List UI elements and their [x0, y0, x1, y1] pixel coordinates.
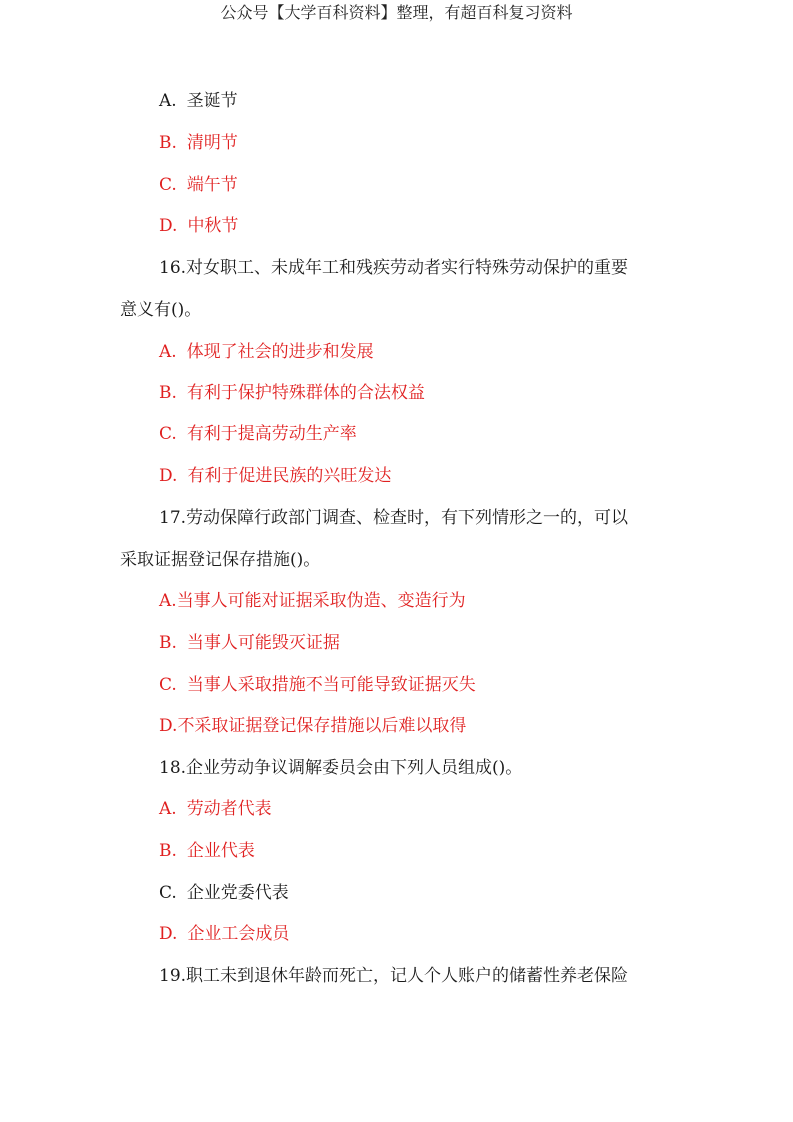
option-text: 有利于提高劳动生产率 — [186, 424, 357, 444]
q18-option-d — [159, 922, 719, 946]
q17-question-line1: 17.劳动保障行政部门调查、检查时，有下列情形之一的，可以 — [159, 508, 629, 528]
option-label: D. — [159, 466, 178, 486]
q17-option-a — [159, 589, 719, 613]
q15-option-b — [159, 131, 719, 155]
option-text: 当事人采取措施不当可能导致证据灭失 — [186, 675, 476, 695]
option-text: 不采取证据登记保存措施以后难以取得 — [177, 716, 467, 736]
option-label: B. — [159, 841, 177, 861]
option-label: D. — [159, 716, 178, 736]
option-text: 清明节 — [186, 133, 238, 153]
option-text: 中秋节 — [187, 216, 239, 236]
option-text: 端午节 — [186, 175, 238, 195]
q17-option-b — [159, 631, 719, 655]
q18-option-a — [159, 797, 719, 821]
q15-option-d — [159, 214, 719, 238]
q18-option-b — [159, 839, 719, 863]
option-label: C. — [159, 883, 177, 903]
option-label: D. — [159, 216, 178, 236]
q16-option-c — [159, 422, 719, 446]
q16-question-line2: 意义有()。 — [120, 300, 202, 320]
option-label: B. — [159, 133, 177, 153]
q16-option-b — [159, 381, 719, 405]
option-text: 圣诞节 — [186, 91, 238, 111]
q19-question-line1: 19.职工未到退休年龄而死亡，记人个人账户的储蓄性养老保险 — [159, 966, 629, 986]
option-text: 当事人可能毁灭证据 — [186, 633, 340, 653]
option-text: 当事人可能对证据采取伪造、变造行为 — [176, 591, 466, 611]
option-text: 企业代表 — [186, 841, 255, 861]
option-label: A. — [159, 799, 177, 819]
option-label: B. — [159, 383, 177, 403]
q17-option-d — [159, 714, 719, 738]
option-label: A. — [159, 91, 177, 111]
option-text: 企业工会成员 — [187, 924, 290, 944]
option-label: C. — [159, 175, 177, 195]
q16-option-d — [159, 464, 719, 488]
option-text: 有利于促进民族的兴旺发达 — [187, 466, 392, 486]
option-label: D. — [159, 924, 178, 944]
option-label: A. — [159, 591, 177, 611]
q17-option-c — [159, 673, 719, 697]
q15-option-a — [159, 89, 719, 113]
q16-option-a — [159, 340, 719, 364]
option-label: C. — [159, 675, 177, 695]
q15-option-c — [159, 173, 719, 197]
option-text: 有利于保护特殊群体的合法权益 — [186, 383, 425, 403]
option-text: 劳动者代表 — [186, 799, 272, 819]
option-text: 企业党委代表 — [186, 883, 289, 903]
option-label: B. — [159, 633, 177, 653]
q17-question-line2: 采取证据登记保存措施()。 — [120, 550, 321, 570]
q18-question-line1: 18.企业劳动争议调解委员会由下列人员组成()。 — [159, 758, 523, 778]
q18-option-c — [159, 881, 719, 905]
option-label: C. — [159, 424, 177, 444]
option-label: A. — [159, 342, 177, 362]
page-header: 公众号【大学百科资料】整理，有超百科复习资料 — [220, 3, 573, 22]
q16-question-line1: 16.对女职工、未成年工和残疾劳动者实行特殊劳动保护的重要 — [159, 258, 629, 278]
option-text: 体现了社会的进步和发展 — [186, 342, 374, 362]
